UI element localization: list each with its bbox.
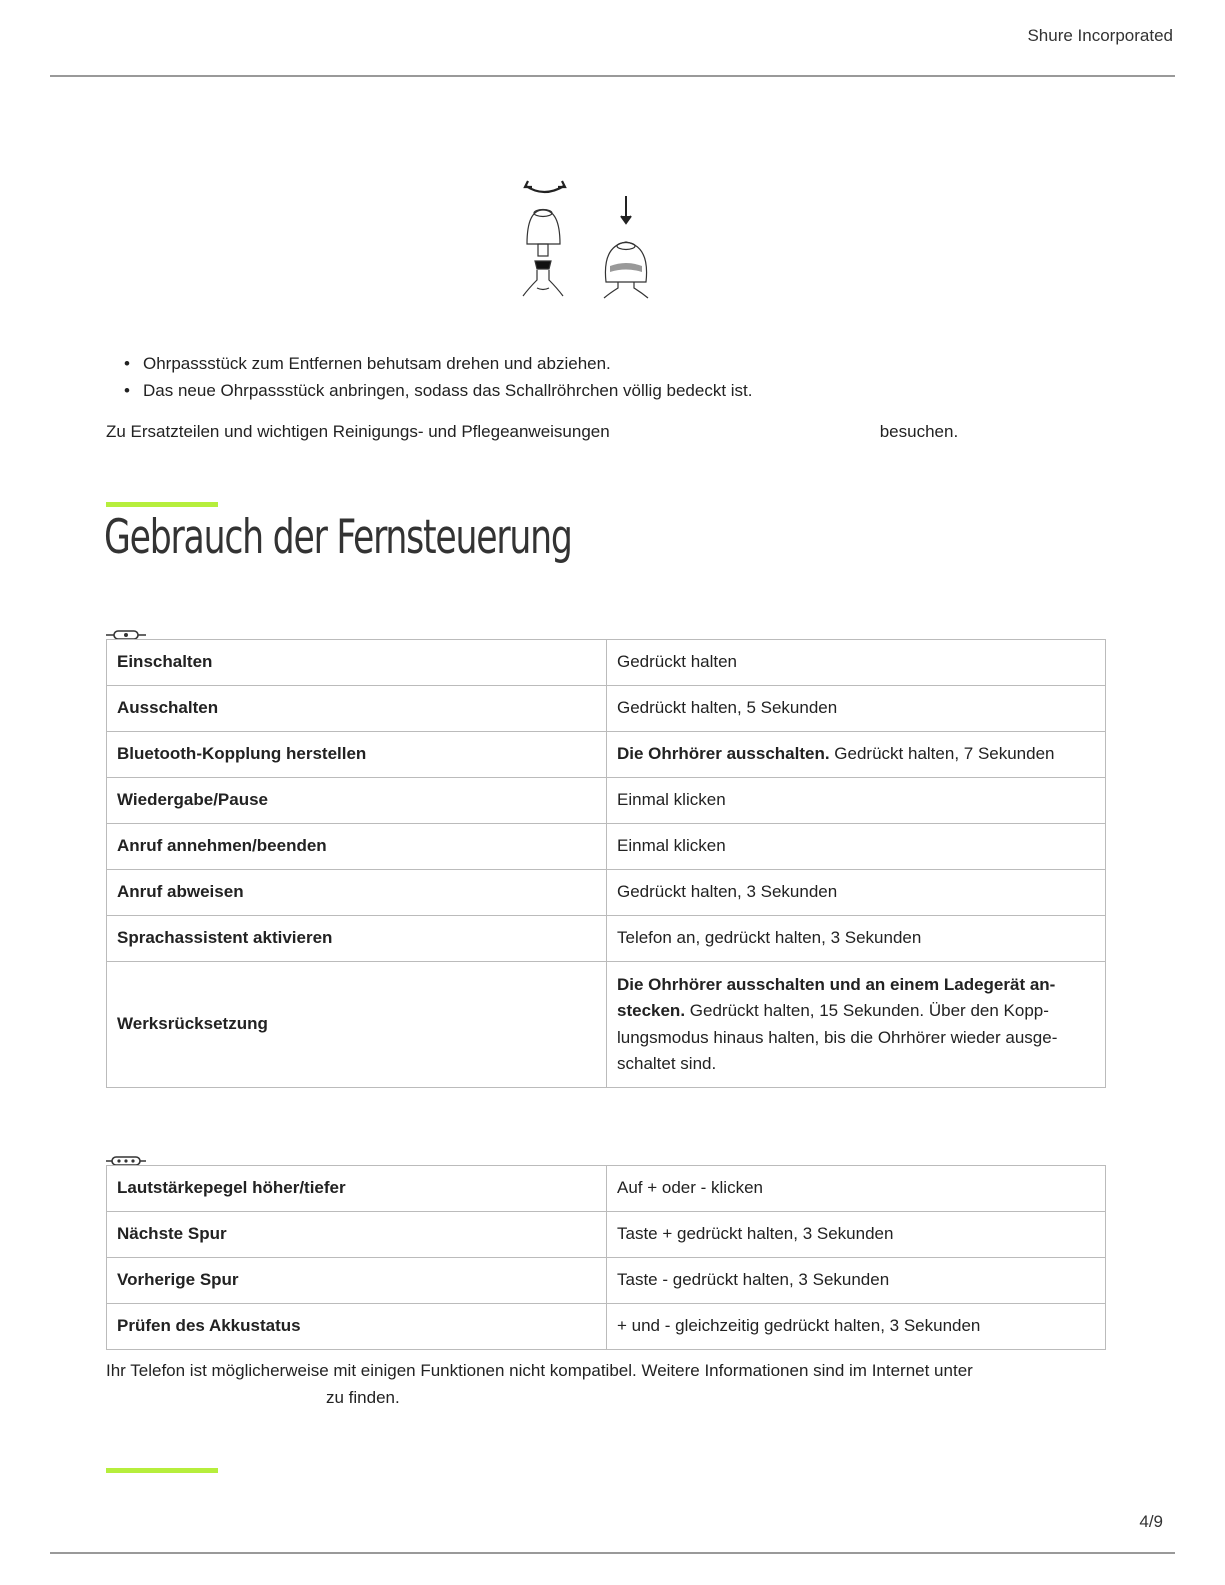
function-action — [607, 870, 1106, 916]
action-text: Gedrückt halten, 15 Sekunden. Über den Kopp-lungsmodus hinaus halten, bis die Ohrhörer wieder ausge-schaltet sind. — [617, 1001, 1058, 1073]
instruction-remove: • Ohrpassstück zum Entfernen behutsam drehen und abziehen. — [104, 350, 753, 377]
compatibility-note-line2: zu finden. — [326, 1388, 400, 1407]
action-text: Gedrückt halten — [617, 652, 738, 672]
function-label: Sprachassistent aktivieren — [107, 916, 607, 962]
function-label: Ausschalten — [107, 686, 607, 732]
function-label: Bluetooth-Kopplung herstellen — [107, 732, 607, 778]
footer-divider — [50, 1552, 1175, 1554]
function-action — [607, 1258, 1106, 1304]
section-accent-bar-next — [106, 1468, 218, 1473]
eartip-removal-icon — [523, 210, 563, 297]
table-row — [107, 1212, 1106, 1258]
compatibility-note — [106, 1357, 1056, 1411]
action-emphasis: Die Ohrhörer ausschalten. — [617, 744, 830, 764]
care-note-end: besuchen. — [879, 422, 959, 441]
function-label: Werksrücksetzung — [107, 962, 607, 1088]
eartip-replacement-illustration — [518, 178, 668, 300]
company-name: Shure Incorporated — [1027, 26, 1173, 45]
table-row — [107, 1304, 1106, 1350]
function-label: Wiedergabe/Pause — [107, 778, 607, 824]
function-label: Prüfen des Akkustatus — [107, 1304, 607, 1350]
section-accent-bar — [106, 502, 218, 507]
function-action — [607, 1166, 1106, 1212]
compatibility-note-line1: Ihr Telefon ist möglicherweise mit einigen Funktionen nicht kompatibel. Weitere Informationen sind im Internet unter — [106, 1361, 973, 1380]
header-divider — [50, 75, 1175, 77]
eartip-instructions — [104, 350, 753, 404]
action-text: Telefon an, gedrückt halten, 3 Sekunden — [617, 928, 922, 948]
function-action — [607, 916, 1106, 962]
down-arrow-icon — [621, 196, 631, 223]
table-row — [107, 916, 1106, 962]
eartip-installed-icon — [604, 242, 648, 298]
function-action — [607, 1304, 1106, 1350]
action-emphasis: Die Ohrhörer ausschalten und an einem Ladegerät an-stecken. — [617, 974, 1056, 1020]
function-action — [607, 640, 1106, 686]
care-note — [106, 422, 958, 442]
table-row — [107, 1258, 1106, 1304]
table-row — [107, 824, 1106, 870]
section-title: Gebrauch der Fernsteuerung — [104, 510, 572, 565]
table-row — [107, 732, 1106, 778]
table-row — [107, 778, 1106, 824]
function-action — [607, 962, 1106, 1088]
table-row — [107, 962, 1106, 1088]
table-row — [107, 686, 1106, 732]
action-text: Einmal klicken — [617, 790, 726, 810]
function-action — [607, 686, 1106, 732]
function-label: Einschalten — [107, 640, 607, 686]
table-row — [107, 640, 1106, 686]
function-label: Anruf annehmen/beenden — [107, 824, 607, 870]
action-text: Einmal klicken — [617, 836, 726, 856]
function-label: Nächste Spur — [107, 1212, 607, 1258]
table-row — [107, 1166, 1106, 1212]
rotate-arrow-icon — [525, 181, 565, 192]
function-action — [607, 1212, 1106, 1258]
action-text: + und - gleichzeitig gedrückt halten, 3 Sekunden — [617, 1316, 981, 1336]
action-text: Taste - gedrückt halten, 3 Sekunden — [617, 1270, 890, 1290]
action-text: Gedrückt halten, 3 Sekunden — [617, 882, 838, 902]
action-text: Taste + gedrückt halten, 3 Sekunden — [617, 1224, 894, 1244]
remote-functions-table — [106, 639, 1106, 1088]
volume-controls-table — [106, 1165, 1106, 1350]
function-label: Vorherige Spur — [107, 1258, 607, 1304]
action-text: Gedrückt halten, 5 Sekunden — [617, 698, 838, 718]
action-text: Auf + oder - klicken — [617, 1178, 763, 1198]
function-label: Lautstärkepegel höher/tiefer — [107, 1166, 607, 1212]
instruction-attach: • Das neue Ohrpassstück anbringen, sodass das Schallröhrchen völlig bedeckt ist. — [104, 377, 753, 404]
table-row — [107, 870, 1106, 916]
function-action — [607, 732, 1106, 778]
function-label: Anruf abweisen — [107, 870, 607, 916]
function-action — [607, 824, 1106, 870]
care-note-text: Zu Ersatzteilen und wichtigen Reinigungs- und Pflegeanweisungen — [106, 422, 610, 441]
page-number: 4/9 — [1139, 1512, 1163, 1531]
function-action — [607, 778, 1106, 824]
action-text: Gedrückt halten, 7 Sekunden — [829, 744, 1055, 764]
